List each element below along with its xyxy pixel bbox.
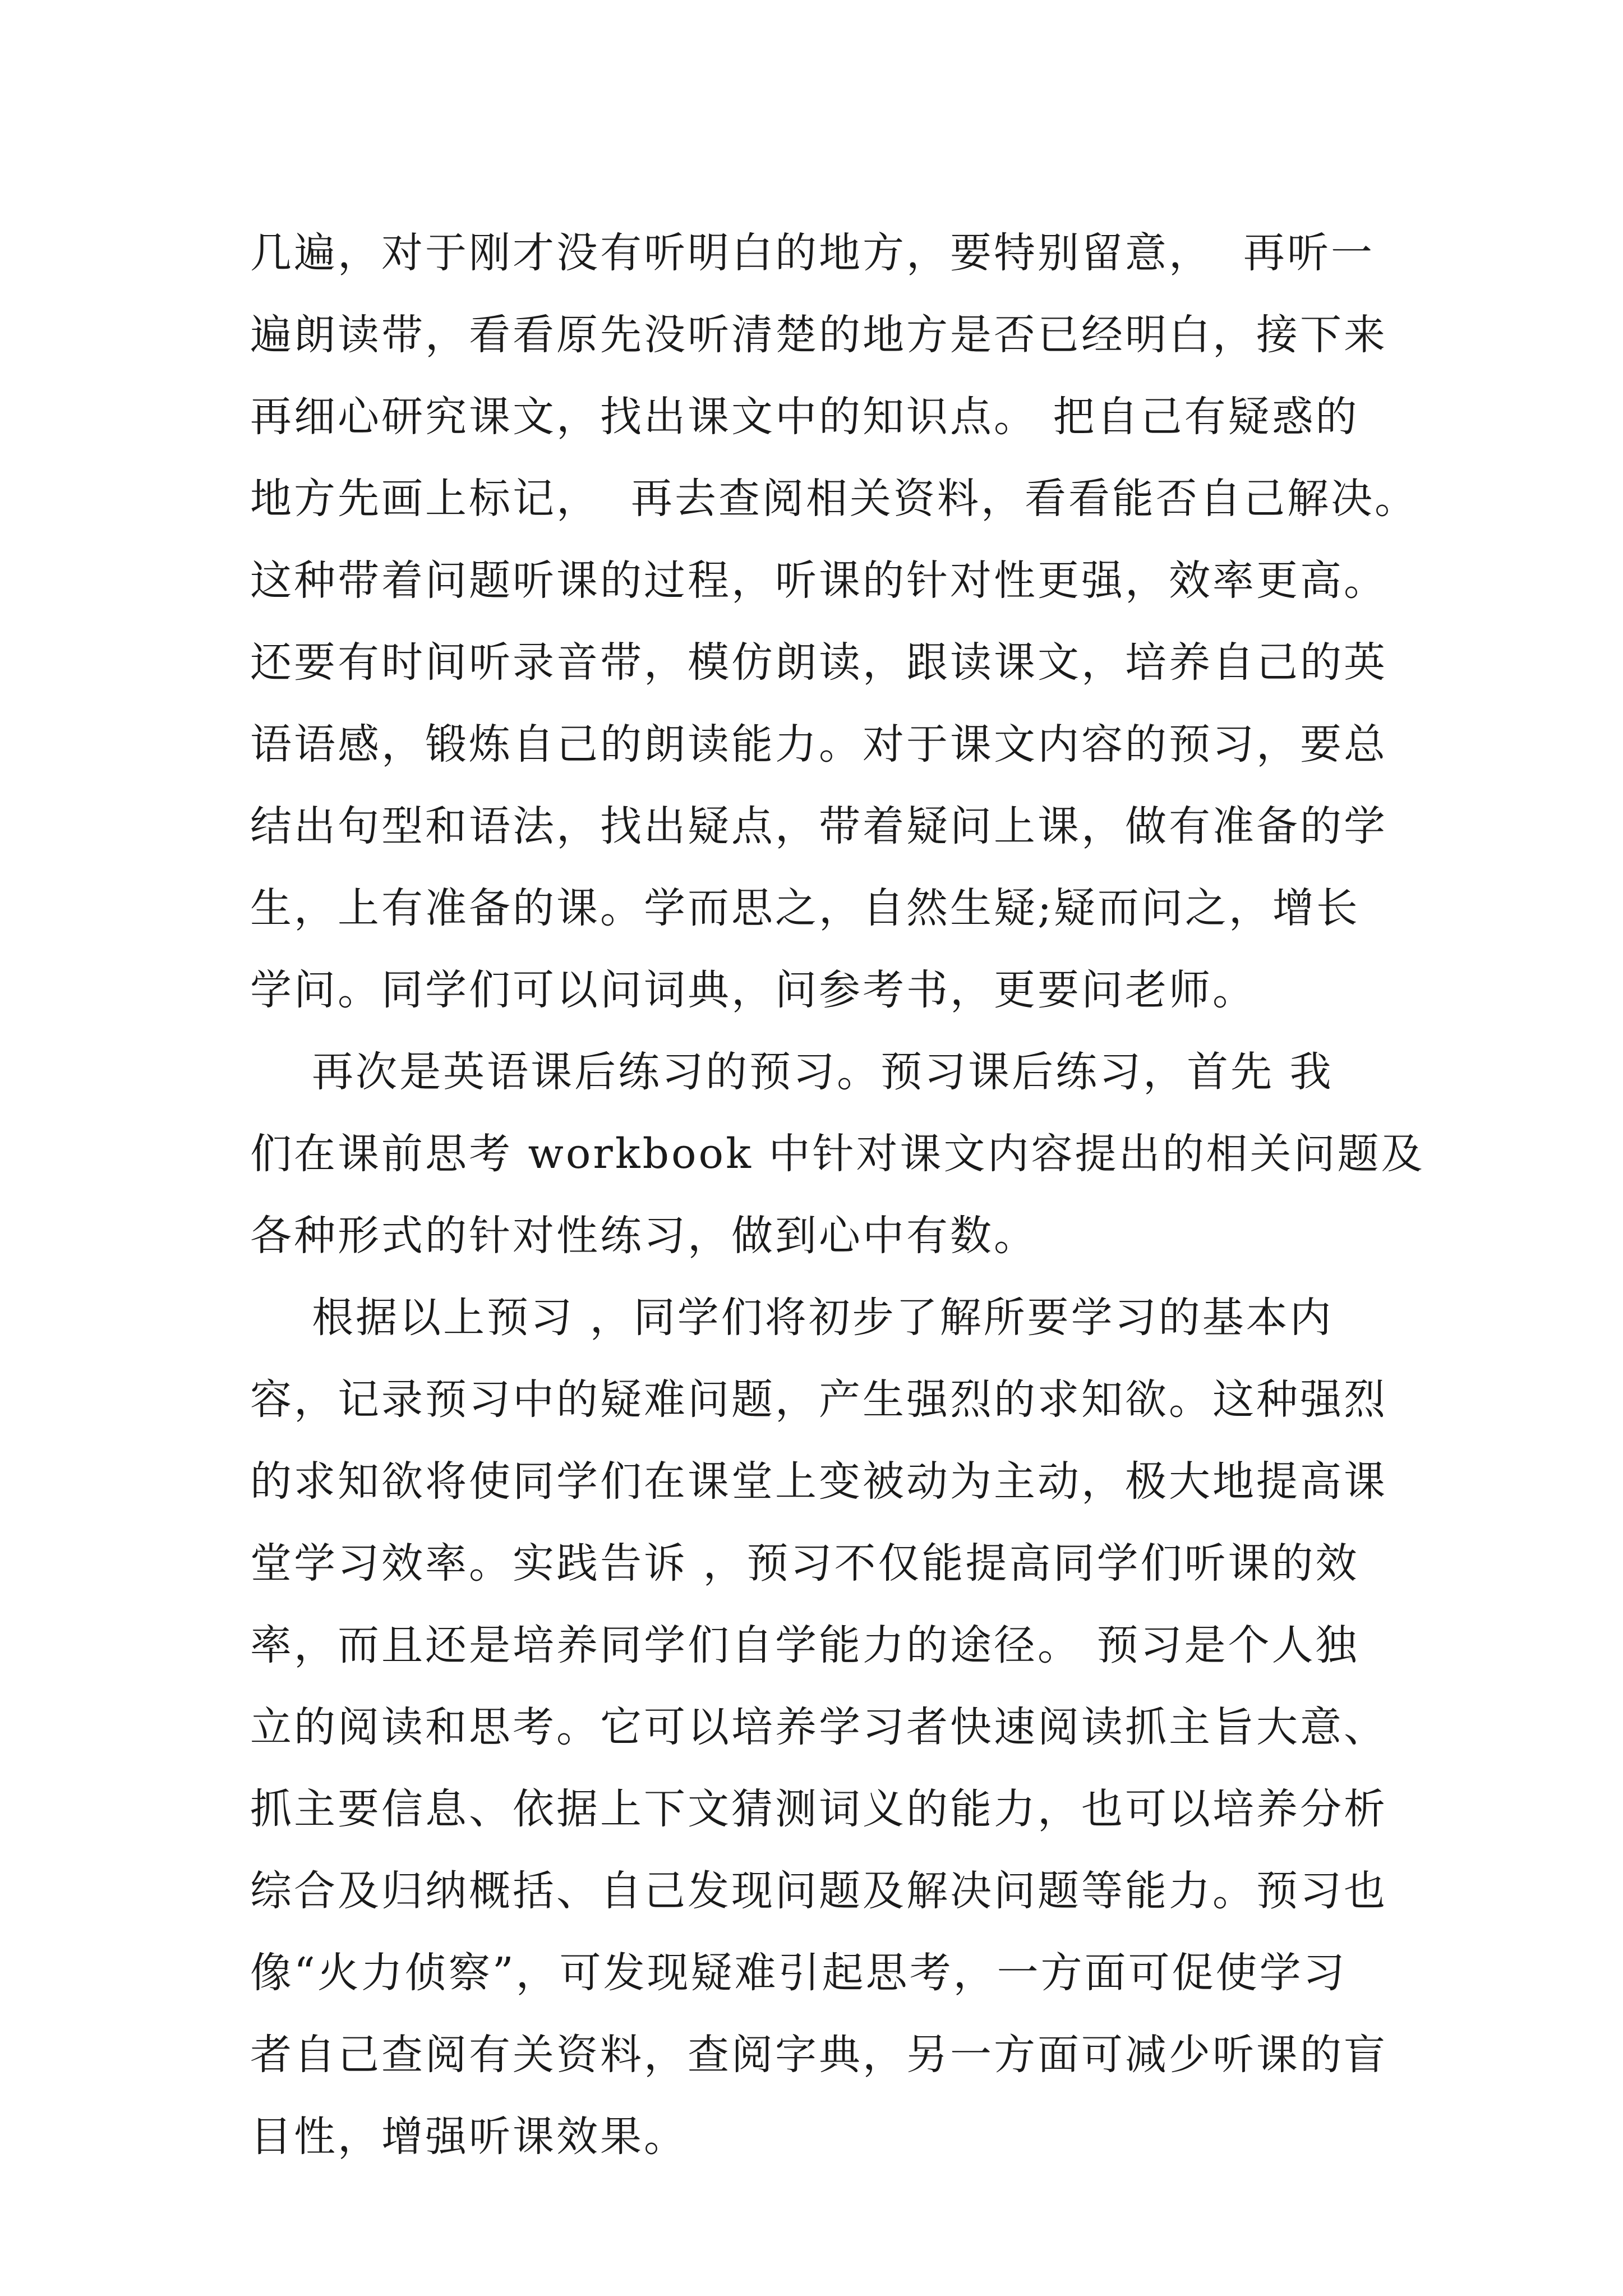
text-line: 容，记录预习中的疑难问题，产生强烈的求知欲。这种强烈 [250, 1375, 1387, 1424]
text-line: 还要有时间听录音带，模仿朗读，跟读课文，培养自己的英 [250, 638, 1387, 687]
text-line: 综合及归纳概括、自己发现问题及解决问题等能力。预习也 [250, 1867, 1387, 1915]
paragraph-start-line: 再次是英语课后练习的预习。预习课后练习，首先 我 [250, 1048, 1334, 1096]
text-line: 立的阅读和思考。它可以培养学习者快速阅读抓主旨大意、 [250, 1703, 1387, 1751]
text-line: 目性，增强听课效果。 [250, 2113, 688, 2161]
paragraph-start-line: 根据以上预习 ，同学们将初步了解所要学习的基本内 [250, 1294, 1334, 1342]
text-line: 抓主要信息、依据上下文猜测词义的能力，也可以培养分析 [250, 1785, 1387, 1833]
text-line: 堂学习效率。实践告诉 ，预习不仅能提高同学们听课的效 [250, 1539, 1359, 1588]
text-line: 遍朗读带，看看原先没听清楚的地方是否已经明白，接下来 [250, 311, 1387, 359]
text-line: 各种形式的针对性练习，做到心中有数。 [250, 1212, 1038, 1260]
body-text [250, 212, 1425, 2178]
text-line: 这种带着问题听课的过程，听课的针对性更强，效率更高。 [250, 556, 1387, 605]
text-line: 者自己查阅有关资料，查阅字典，另一方面可减少听课的盲 [250, 2031, 1387, 2079]
text-line: 生，上有准备的课。学而思之，自然生疑;疑而问之，增长 [250, 884, 1360, 932]
text-line: 率，而且还是培养同学们自学能力的途径。 预习是个人独 [250, 1621, 1359, 1669]
text-line: 们在课前思考 workbook 中针对课文内容提出的相关问题及 [250, 1130, 1425, 1178]
text-line: 地方先画上标记， 再去查阅相关资料，看看能否自己解决。 [250, 475, 1419, 523]
text-line: 像“火力侦察”，可发现疑难引起思考，一方面可促使学习 [250, 1949, 1347, 1997]
text-line: 结出句型和语法，找出疑点，带着疑问上课，做有准备的学 [250, 802, 1387, 850]
text-line: 语语感，锻炼自己的朗读能力。对于课文内容的预习，要总 [250, 720, 1387, 769]
text-line: 的求知欲将使同学们在课堂上变被动为主动，极大地提高课 [250, 1457, 1387, 1506]
text-line: 再细心研究课文，找出课文中的知识点。 把自己有疑惑的 [250, 393, 1359, 441]
text-line: 学问。同学们可以问词典，问参考书，更要问老师。 [250, 966, 1256, 1014]
text-line: 几遍，对于刚才没有听明白的地方，要特别留意， 再听一 [250, 229, 1375, 277]
